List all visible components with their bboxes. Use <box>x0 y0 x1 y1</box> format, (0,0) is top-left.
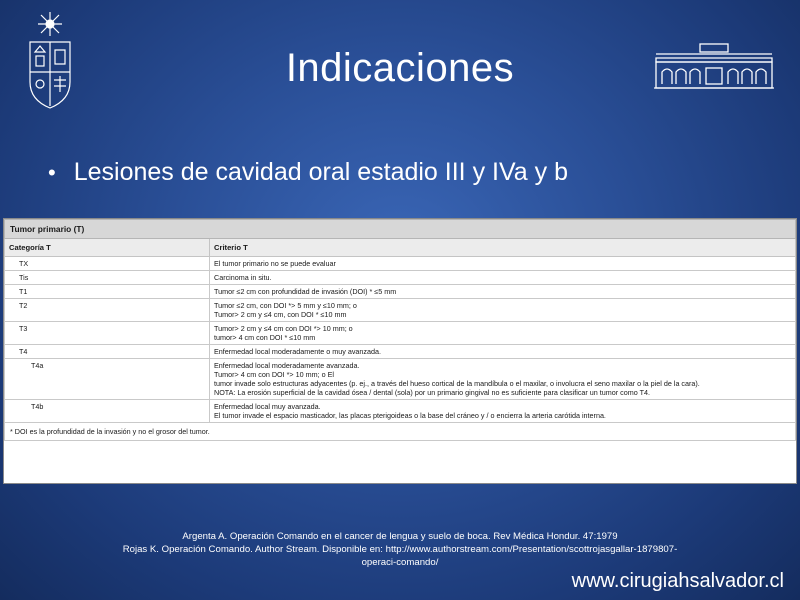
table-footnote: * DOI es la profundidad de la invasión y no el grosor del tumor. <box>5 423 796 441</box>
table-row <box>5 345 796 359</box>
criterion-cell <box>210 345 796 359</box>
website-url: www.cirugiahsalvador.cl <box>571 570 784 592</box>
category-cell: Tis <box>5 271 210 285</box>
reference-line: Rojas K. Operación Comando. Author Stream. Disponible en: http://www.authorstream.com/Presentation/scottrojasgallar-1879807- <box>122 544 678 555</box>
header-categoria: Categoría T <box>5 239 210 257</box>
bullet-text: Lesiones de cavidad oral estadio III y IVa y b <box>73 158 568 186</box>
category-cell: T2 <box>5 299 210 322</box>
bullet-item <box>48 158 568 187</box>
table-row <box>5 299 796 322</box>
reference-line: operaci-comando/ <box>361 557 439 568</box>
table-row <box>5 271 796 285</box>
slide-title: Indicaciones <box>285 46 515 90</box>
criterion-line: El tumor invade el espacio masticador, las placas pterigoideas o la base del cráneo y / o encierra la arteria carótida interna. <box>214 411 606 420</box>
table-footnote-row <box>5 423 796 441</box>
table-row <box>5 257 796 271</box>
criterion-cell <box>210 271 796 285</box>
table-caption: Tumor primario (T) <box>5 220 796 239</box>
criterion-cell <box>210 322 796 345</box>
table-row <box>5 359 796 400</box>
criterion-cell <box>210 359 796 400</box>
criterion-cell <box>210 257 796 271</box>
table-caption-row <box>5 220 796 239</box>
criterion-line: Tumor ≤2 cm, con DOI *> 5 mm y ≤10 mm; o <box>214 301 357 310</box>
category-cell: TX <box>5 257 210 271</box>
criterion-line: Tumor> 2 cm y ≤4 cm, con DOI * ≤10 mm <box>214 310 347 319</box>
table-row <box>5 285 796 299</box>
criterion-line: Tumor ≤2 cm con profundidad de invasión (DOI) * ≤5 mm <box>214 287 397 296</box>
table-row <box>5 322 796 345</box>
reference-line: Argenta A. Operación Comando en el cancer de lengua y suelo de boca. Rev Médica Hondur. 47:1979 <box>182 531 618 542</box>
criterion-line: El tumor primario no se puede evaluar <box>214 259 336 268</box>
category-cell: T3 <box>5 322 210 345</box>
header-criterio: Criterio T <box>210 239 796 257</box>
criterion-line: Tumor> 2 cm y ≤4 cm con DOI *> 10 mm; o <box>214 324 353 333</box>
criterion-line: tumor> 4 cm con DOI * ≤10 mm <box>214 333 316 342</box>
criterion-line: Enfermedad local moderadamente o muy avanzada. <box>214 347 382 356</box>
criterion-cell <box>210 400 796 423</box>
criterion-line: NOTA: La erosión superficial de la cavidad ósea / dental (sola) por un primario gingival no es suficiente para clasificar un tumor como T4. <box>214 388 650 397</box>
references <box>0 530 800 569</box>
criterion-cell <box>210 299 796 322</box>
criterion-line: Enfermedad local muy avanzada. <box>214 402 321 411</box>
category-cell: T4b <box>5 400 210 423</box>
criterion-line: Tumor> 4 cm con DOI *> 10 mm; o El <box>214 370 334 379</box>
category-cell: T4a <box>5 359 210 400</box>
table-row <box>5 400 796 423</box>
category-cell: T1 <box>5 285 210 299</box>
bullet-dot: • <box>48 159 56 185</box>
criterion-line: tumor invade solo estructuras adyacentes (p. ej., a través del hueso cortical de la mandíbula o el maxilar, o involucra el seno maxilar o la piel de la cara). <box>214 379 700 388</box>
category-cell: T4 <box>5 345 210 359</box>
criterion-cell <box>210 285 796 299</box>
tnm-table <box>3 218 797 484</box>
criterion-line: Enfermedad local moderadamente avanzada. <box>214 361 360 370</box>
table-header-row <box>5 239 796 257</box>
criterion-line: Carcinoma in situ. <box>214 273 272 282</box>
